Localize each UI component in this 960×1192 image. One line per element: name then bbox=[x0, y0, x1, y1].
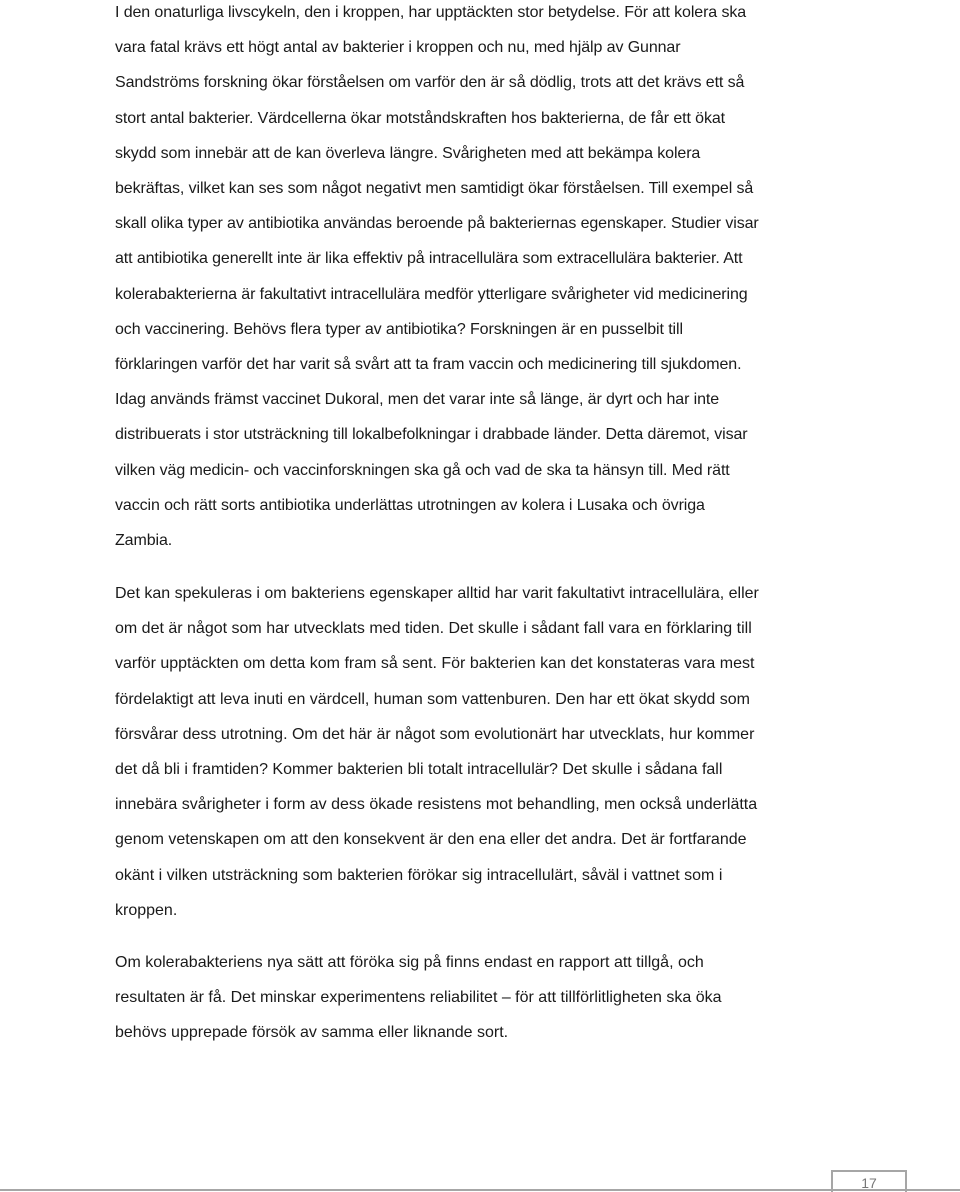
paragraph-line: stort antal bakterier. Värdcellerna ökar motståndskraften hos bakterierna, de får ett ökat bbox=[115, 109, 725, 127]
paragraph-line: innebära svårigheter i form av dess ökade resistens mot behandling, men också underlätta bbox=[115, 796, 758, 814]
paragraph-line: Idag används främst vaccinet Dukoral, men det varar inte så länge, är dyrt och har inte bbox=[115, 391, 720, 409]
paragraph-line: skydd som innebär att de kan överleva längre. Svårigheten med att bekämpa kolera bbox=[115, 144, 701, 162]
page-number: 17 bbox=[831, 1170, 907, 1192]
paragraph-line: Sandströms forskning ökar förståelsen om varför den är så dödlig, trots att det krävs ett så bbox=[115, 74, 745, 92]
paragraph-line: försvårar dess utrotning. Om det här är något som evolutionärt har utvecklats, hur kommer bbox=[115, 725, 755, 743]
paragraph-1 bbox=[115, 0, 855, 558]
paragraph-line: distribuerats i stor utsträckning till lokalbefolkningar i drabbade länder. Detta däremot, visar bbox=[115, 426, 748, 444]
paragraph-line: okänt i vilken utsträckning som bakterien förökar sig intracellulärt, såväl i vattnet som i bbox=[115, 866, 723, 884]
paragraph-line: vara fatal krävs ett högt antal av bakterier i kroppen och nu, med hjälp av Gunnar bbox=[115, 39, 681, 57]
paragraph-line: och vaccinering. Behövs flera typer av antibiotika? Forskningen är en pusselbit till bbox=[115, 320, 683, 338]
footer-divider bbox=[0, 1189, 960, 1191]
paragraph-line: behövs upprepade försök av samma eller liknande sort. bbox=[115, 1024, 509, 1042]
paragraph-line: kolerabakterierna är fakultativt intracellulära medför ytterligare svårigheter vid medicinering bbox=[115, 285, 748, 303]
paragraph-line: bekräftas, vilket kan ses som något negativt men samtidigt ökar förståelsen. Till exempel så bbox=[115, 180, 754, 198]
paragraph-line: det då bli i framtiden? Kommer bakterien bli totalt intracellulär? Det skulle i sådana fall bbox=[115, 761, 723, 779]
paragraph-line: varför upptäckten om detta kom fram så sent. För bakterien kan det konstateras vara mest bbox=[115, 655, 755, 673]
paragraph-line: Om kolerabakteriens nya sätt att föröka sig på finns endast en rapport att tillgå, och bbox=[115, 954, 704, 971]
paragraph-line: fördelaktigt att leva inuti en värdcell, human som vattenburen. Den har ett ökat skydd som bbox=[115, 690, 750, 708]
paragraph-line: att antibiotika generellt inte är lika effektiv på intracellulära som extracellulära bakterier. Att bbox=[115, 250, 743, 268]
paragraph-line: resultaten är få. Det minskar experimentens reliabilitet – för att tillförlitligheten ska öka bbox=[115, 989, 722, 1007]
paragraph-line: Zambia. bbox=[115, 532, 173, 550]
paragraph-line: förklaringen varför det har varit så svårt att ta fram vaccin och medicinering till sjukdomen. bbox=[115, 356, 742, 374]
paragraph-line: vaccin och rätt sorts antibiotika underlättas utrotningen av kolera i Lusaka och övriga bbox=[115, 496, 705, 514]
paragraph-2 bbox=[115, 576, 855, 928]
paragraph-line: Det kan spekuleras i om bakteriens egenskaper alltid har varit fakultativt intracellulära, eller bbox=[115, 585, 759, 602]
paragraph-line: om det är något som har utvecklats med tiden. Det skulle i sådant fall vara en förklaring till bbox=[115, 620, 752, 638]
paragraph-line: genom vetenskapen om att den konsekvent är den ena eller det andra. Det är fortfarande bbox=[115, 831, 747, 849]
paragraph-3 bbox=[115, 945, 855, 1051]
paragraph-line: skall olika typer av antibiotika användas beroende på bakteriernas egenskaper. Studier visar bbox=[115, 215, 759, 233]
paragraph-line: vilken väg medicin- och vaccinforskningen ska gå och vad de ska ta hänsyn till. Med rätt bbox=[115, 461, 730, 479]
paragraph-line: I den onaturliga livscykeln, den i kroppen, har upptäckten stor betydelse. För att kolera ska bbox=[115, 4, 747, 21]
paragraph-line: kroppen. bbox=[115, 901, 178, 919]
